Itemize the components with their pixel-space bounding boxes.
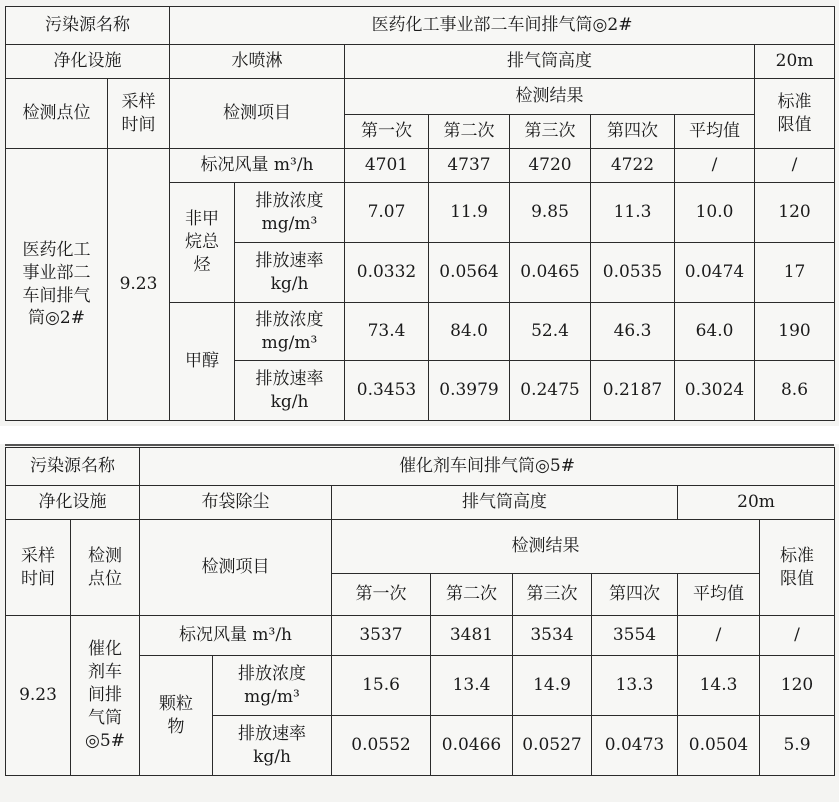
data-cell: 0.0564 (429, 243, 510, 303)
limit-header: 标准 限值 (760, 520, 835, 616)
stack-height-value: 20m (755, 45, 835, 79)
sample-time-value: 9.23 (108, 149, 170, 421)
item-header: 检测项目 (140, 520, 332, 616)
sample-time-value: 9.23 (6, 616, 71, 776)
data-cell: 17 (755, 243, 835, 303)
point-header: 检测点位 (6, 79, 108, 149)
run-header: 第一次 (332, 574, 431, 616)
rate-label: 排放速率 kg/h (235, 243, 345, 303)
airflow-cell: / (675, 149, 755, 183)
sample-time-header: 采样 时间 (6, 520, 71, 616)
divider-line (5, 444, 834, 446)
data-cell: 5.9 (760, 716, 835, 776)
airflow-cell: 4701 (345, 149, 429, 183)
data-cell: 64.0 (675, 303, 755, 361)
run-header: 第一次 (345, 115, 429, 149)
data-cell: 11.9 (429, 183, 510, 243)
pollutant-methanol-label: 甲醇 (170, 303, 235, 421)
sample-time-header: 采样 时间 (108, 79, 170, 149)
airflow-cell: 3554 (592, 616, 678, 656)
data-cell: 0.3024 (675, 361, 755, 421)
airflow-cell: 4722 (591, 149, 675, 183)
data-cell: 8.6 (755, 361, 835, 421)
data-cell: 13.3 (592, 656, 678, 716)
concentration-label: 排放浓度 mg/m³ (235, 303, 345, 361)
purification-value: 水喷淋 (170, 45, 345, 79)
data-cell: 7.07 (345, 183, 429, 243)
purification-value: 布袋除尘 (140, 486, 332, 520)
data-cell: 73.4 (345, 303, 429, 361)
source-name-label: 污染源名称 (6, 448, 140, 486)
data-cell: 0.0466 (431, 716, 513, 776)
run-header: 第二次 (431, 574, 513, 616)
data-cell: 15.6 (332, 656, 431, 716)
data-cell: 120 (760, 656, 835, 716)
data-cell: 10.0 (675, 183, 755, 243)
monitoring-table-stack-5 (5, 447, 835, 776)
data-cell: 0.2475 (510, 361, 591, 421)
data-cell: 46.3 (591, 303, 675, 361)
concentration-label: 排放浓度 mg/m³ (235, 183, 345, 243)
limit-header: 标准 限值 (755, 79, 835, 149)
run-header: 第四次 (591, 115, 675, 149)
airflow-cell: 3481 (431, 616, 513, 656)
data-cell: 9.85 (510, 183, 591, 243)
airflow-cell: / (760, 616, 835, 656)
run-header: 平均值 (675, 115, 755, 149)
data-cell: 0.2187 (591, 361, 675, 421)
data-cell: 0.3979 (429, 361, 510, 421)
data-cell: 0.0504 (678, 716, 760, 776)
concentration-label: 排放浓度 mg/m³ (213, 656, 332, 716)
data-cell: 0.0465 (510, 243, 591, 303)
data-cell: 0.0474 (675, 243, 755, 303)
airflow-cell: 4720 (510, 149, 591, 183)
data-cell: 0.0473 (592, 716, 678, 776)
point-header: 检测 点位 (71, 520, 140, 616)
airflow-cell: / (678, 616, 760, 656)
stack-height-value: 20m (678, 486, 835, 520)
result-header: 检测结果 (345, 79, 755, 115)
source-name-label: 污染源名称 (6, 7, 170, 45)
source-name-value: 医药化工事业部二车间排气筒◎2# (170, 7, 835, 45)
data-cell: 0.3453 (345, 361, 429, 421)
monitoring-point-value: 催化 剂车 间排 气筒 ◎5# (71, 616, 140, 776)
result-header: 检测结果 (332, 520, 760, 574)
table-separator (0, 426, 839, 444)
data-cell: 190 (755, 303, 835, 361)
source-name-value: 催化剂车间排气筒◎5# (140, 448, 835, 486)
purification-label: 净化设施 (6, 486, 140, 520)
run-header: 平均值 (678, 574, 760, 616)
stack-height-label: 排气筒高度 (345, 45, 755, 79)
stack-height-label: 排气筒高度 (332, 486, 678, 520)
airflow-cell: 3534 (513, 616, 592, 656)
data-cell: 13.4 (431, 656, 513, 716)
airflow-label: 标况风量 m³/h (140, 616, 332, 656)
item-header: 检测项目 (170, 79, 345, 149)
airflow-cell: 3537 (332, 616, 431, 656)
monitoring-point-value: 医药化工 事业部二 车间排气 筒◎2# (6, 149, 108, 421)
data-cell: 84.0 (429, 303, 510, 361)
run-header: 第四次 (592, 574, 678, 616)
data-cell: 120 (755, 183, 835, 243)
run-header: 第三次 (513, 574, 592, 616)
data-cell: 14.9 (513, 656, 592, 716)
data-cell: 0.0552 (332, 716, 431, 776)
pollutant-nmhc-label: 非甲 烷总 烃 (170, 183, 235, 303)
run-header: 第三次 (510, 115, 591, 149)
purification-label: 净化设施 (6, 45, 170, 79)
run-header: 第二次 (429, 115, 510, 149)
data-cell: 14.3 (678, 656, 760, 716)
airflow-cell: / (755, 149, 835, 183)
pollutant-particulate-label: 颗粒 物 (140, 656, 213, 776)
rate-label: 排放速率 kg/h (213, 716, 332, 776)
data-cell: 0.0527 (513, 716, 592, 776)
data-cell: 0.0535 (591, 243, 675, 303)
data-cell: 11.3 (591, 183, 675, 243)
airflow-cell: 4737 (429, 149, 510, 183)
data-cell: 52.4 (510, 303, 591, 361)
data-cell: 0.0332 (345, 243, 429, 303)
airflow-label: 标况风量 m³/h (170, 149, 345, 183)
rate-label: 排放速率 kg/h (235, 361, 345, 421)
monitoring-table-stack-2 (5, 6, 835, 421)
